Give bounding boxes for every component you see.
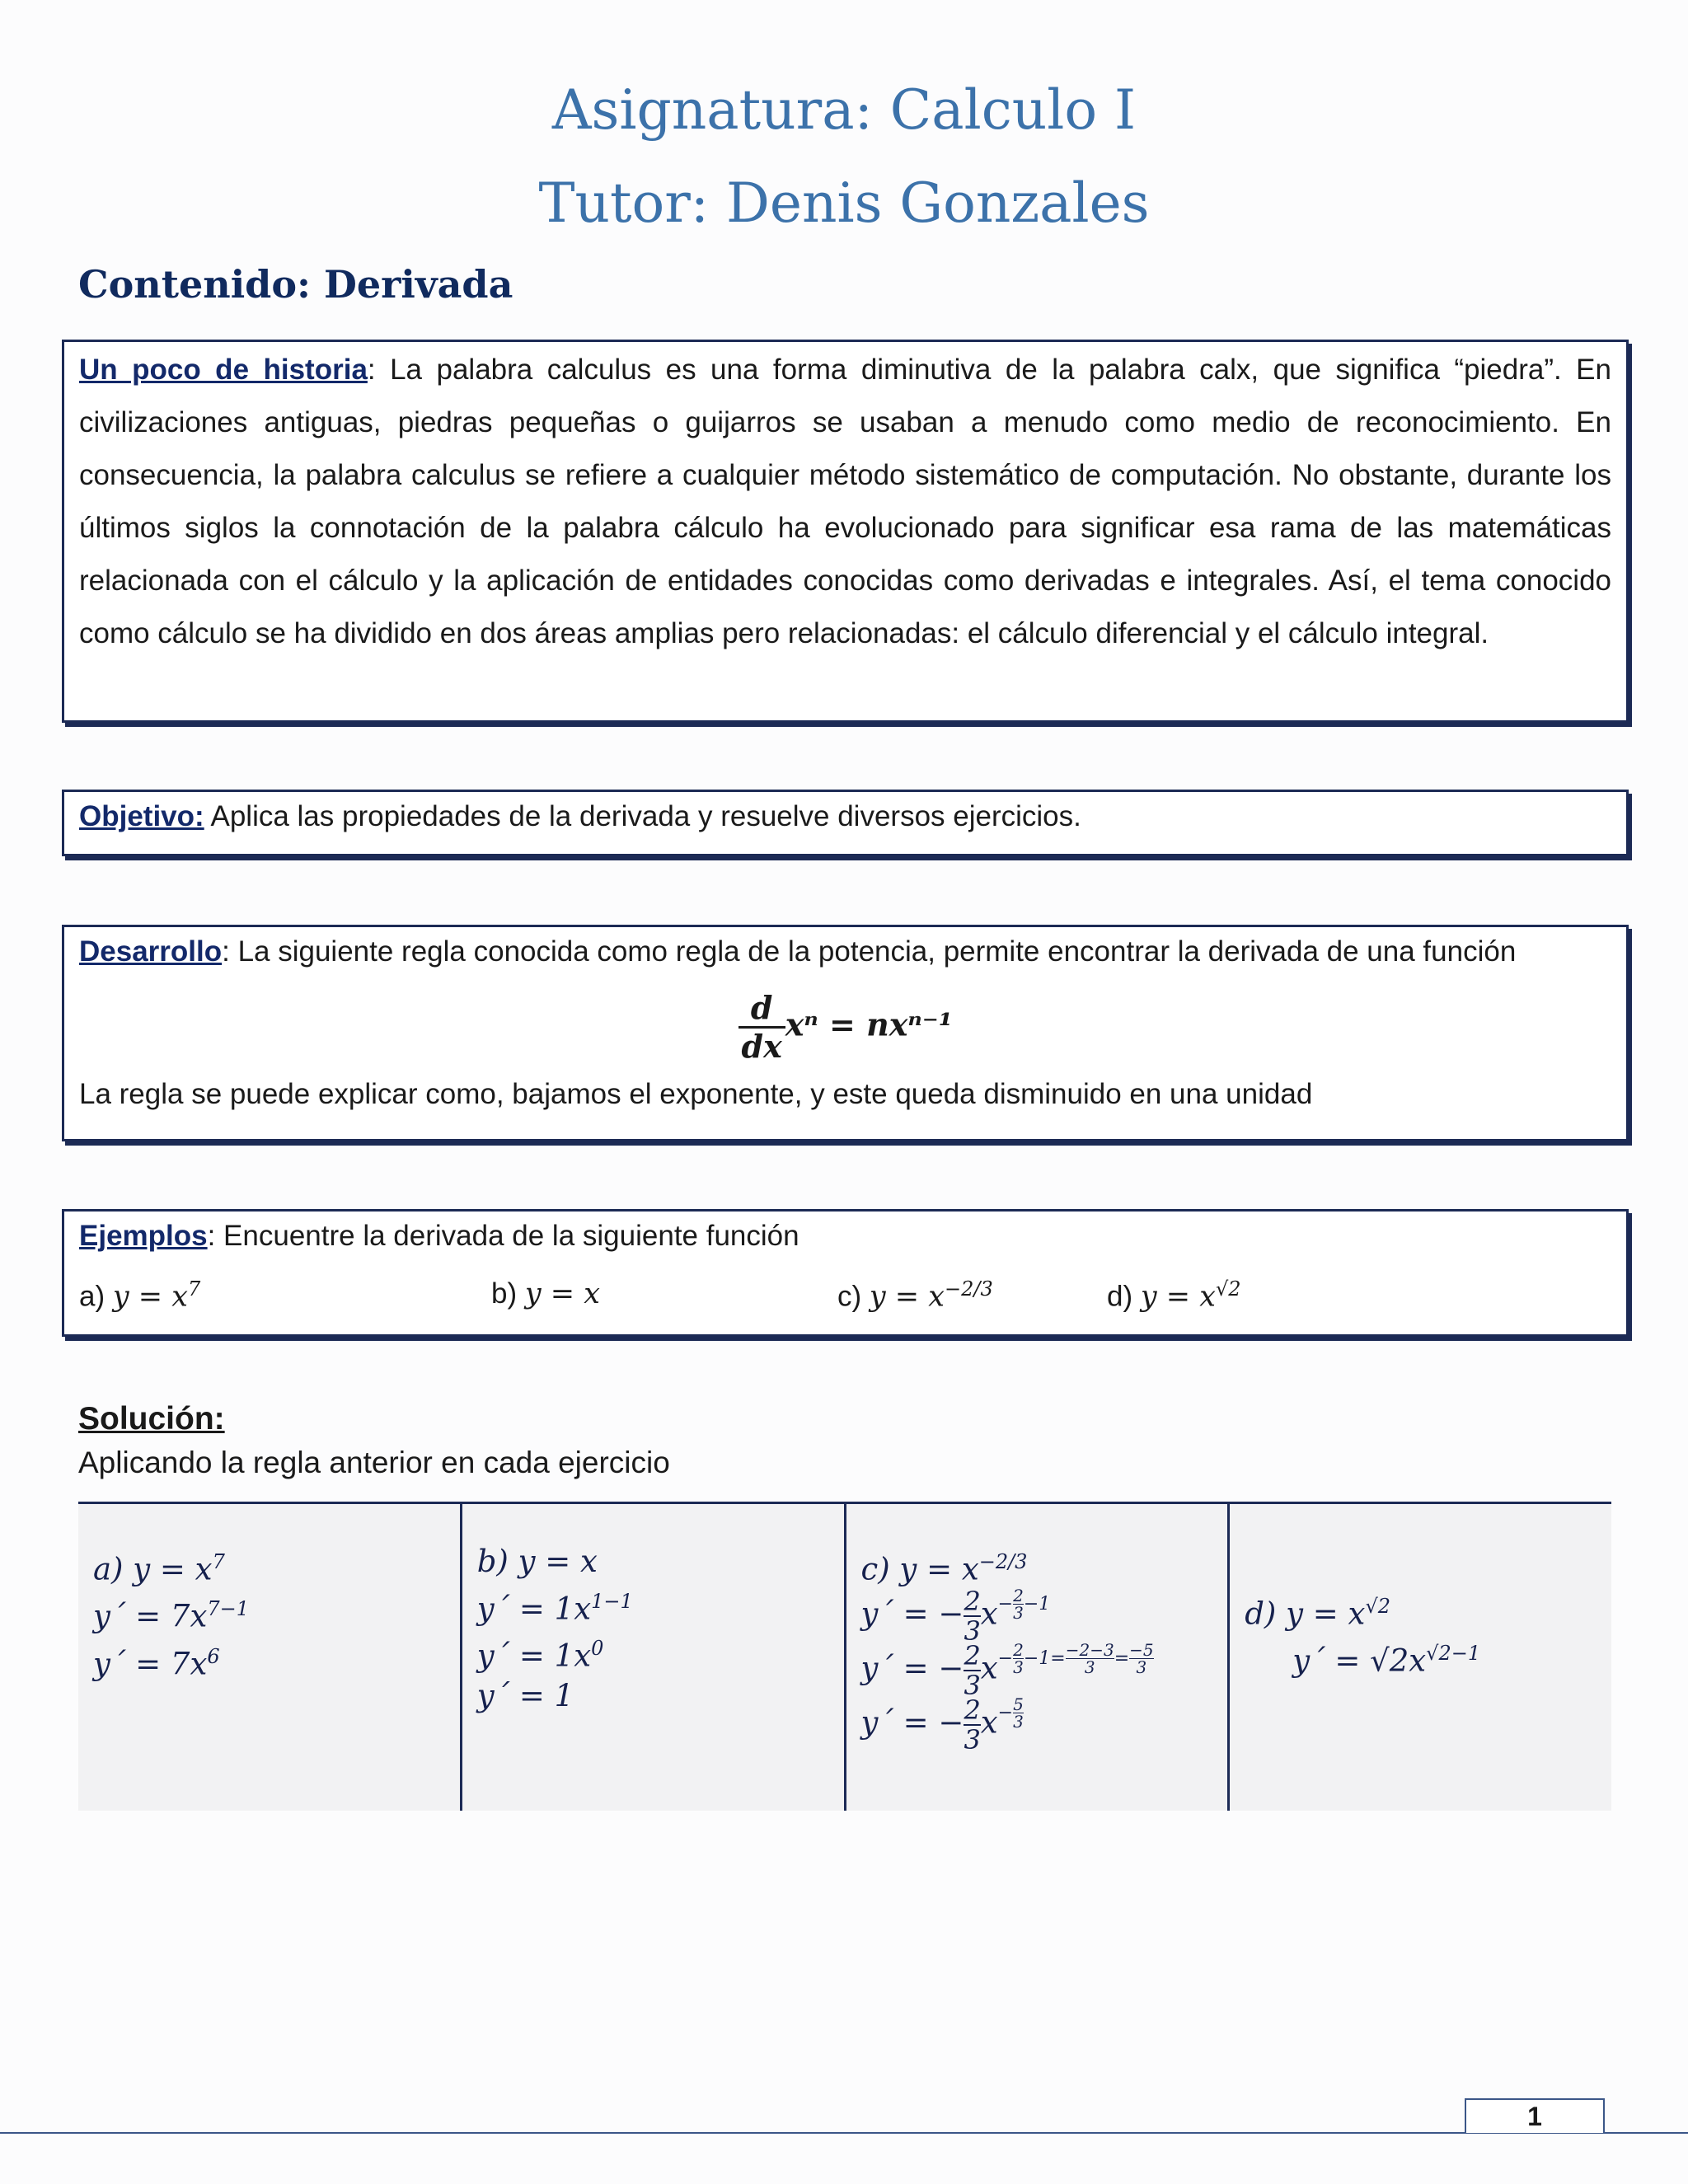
solution-a-line1: a) $y = x^7$	[93, 1550, 225, 1587]
tutor-title: Tutor: Denis Gonzales	[538, 171, 1150, 235]
subject-title: Asignatura: Calculo I	[551, 78, 1137, 142]
solution-table	[78, 1502, 1611, 1811]
example-c: c) $y = x^{-2/3}$	[837, 1277, 993, 1314]
development-label: Desarrollo	[79, 935, 223, 968]
solution-d-line1: d) $y = x^{√2}$	[1245, 1595, 1390, 1632]
history-paragraph	[64, 342, 1626, 660]
examples-text: : Encuentre la derivada de la siguiente función	[207, 1220, 799, 1252]
solution-c-line3: y´ = − $\frac{2}{3}$ $x^{- \frac{2}{3} -1= \frac{-2-3}{3} = \frac{-5}{3}}$	[860, 1640, 1154, 1702]
example-d: d) $y = x^{√2}$	[1107, 1277, 1241, 1314]
solution-c-line1: c) $y = x^{-2/3}$	[860, 1550, 1028, 1587]
example-a: a) $y = x^7$	[79, 1277, 201, 1314]
footer-rule	[0, 2132, 1688, 2134]
solution-b-line1: b) y = x	[476, 1544, 598, 1579]
development-box	[62, 925, 1629, 1141]
examples-label: Ejemplos	[79, 1220, 208, 1252]
solution-b-line4: y´ = 1	[476, 1677, 574, 1713]
page-number: 1	[1465, 2098, 1605, 2133]
solution-a-line3: y´ = $7x^6$	[93, 1644, 220, 1681]
solution-c-line4: y´ = − $\frac{2}{3}$ $x^{- \frac{5}{3}}$	[860, 1694, 1024, 1756]
solution-b-line2: y´ = $1x^{1-1}$	[476, 1590, 633, 1627]
solution-col-d	[1227, 1504, 1611, 1811]
power-rule-expression: xⁿ = nxⁿ⁻¹	[785, 1005, 953, 1043]
development-text: : La siguiente regla conocida como regla de la potencia, permite encontrar la derivada de una función	[222, 935, 1517, 968]
solution-a-line2: y´ = $7x^{7-1}$	[93, 1597, 249, 1634]
example-b: b) y = x	[491, 1277, 600, 1310]
history-text: : La palabra calculus es una forma diminutiva de la palabra calx, que significa “piedra”. En civilizaciones antiguas, piedras pequeñas o guijarros se usaban a menudo como medio de reconocimiento. En consecuencia, la palabra calculus se refiere a cualquier método sistemático de computación. No obstante, durante los últimos siglos la connotación de la palabra cálculo ha evolucionado para significar esa rama de las matemáticas relacionada con el cálculo y la aplicación de entidades conocidas como derivadas e integrales. Así, el tema conocido como cálculo se ha dividido en dos áreas amplias pero relacionadas: el cálculo diferencial y el cálculo integral.	[79, 354, 1611, 649]
solution-col-a	[78, 1504, 460, 1811]
power-rule-formula	[64, 990, 1626, 1065]
objective-paragraph	[64, 792, 1626, 841]
solution-label: Solución:	[78, 1401, 225, 1436]
derivative-operator: $\frac{d}{dx}$	[738, 990, 785, 1065]
solution-subtitle: Aplicando la regla anterior en cada ejercicio	[78, 1446, 670, 1479]
solution-b-line3: y´ = $1x^0$	[476, 1637, 604, 1674]
solution-c-line2: y´ = − $\frac{2}{3}$ $x^{- \frac{2}{3} -1}$	[860, 1586, 1051, 1647]
examples-box	[62, 1209, 1629, 1337]
history-box	[62, 340, 1629, 723]
objective-text: Aplica las propiedades de la derivada y resuelve diversos ejercicios.	[204, 800, 1081, 832]
solution-d-line2: y´ = $√2x^{√2-1}$	[1292, 1642, 1481, 1679]
solution-col-c	[844, 1504, 1228, 1811]
objective-label: Objetivo:	[79, 800, 204, 832]
history-label: Un poco de historia	[79, 354, 368, 386]
development-paragraph	[64, 927, 1626, 977]
examples-heading	[64, 1212, 1626, 1261]
content-heading: Contenido: Derivada	[78, 262, 513, 307]
solution-col-b	[460, 1504, 844, 1811]
development-explanation: La regla se puede explicar como, bajamos el exponente, y este queda disminuido en una unidad	[79, 1078, 1313, 1110]
objective-box	[62, 790, 1629, 856]
